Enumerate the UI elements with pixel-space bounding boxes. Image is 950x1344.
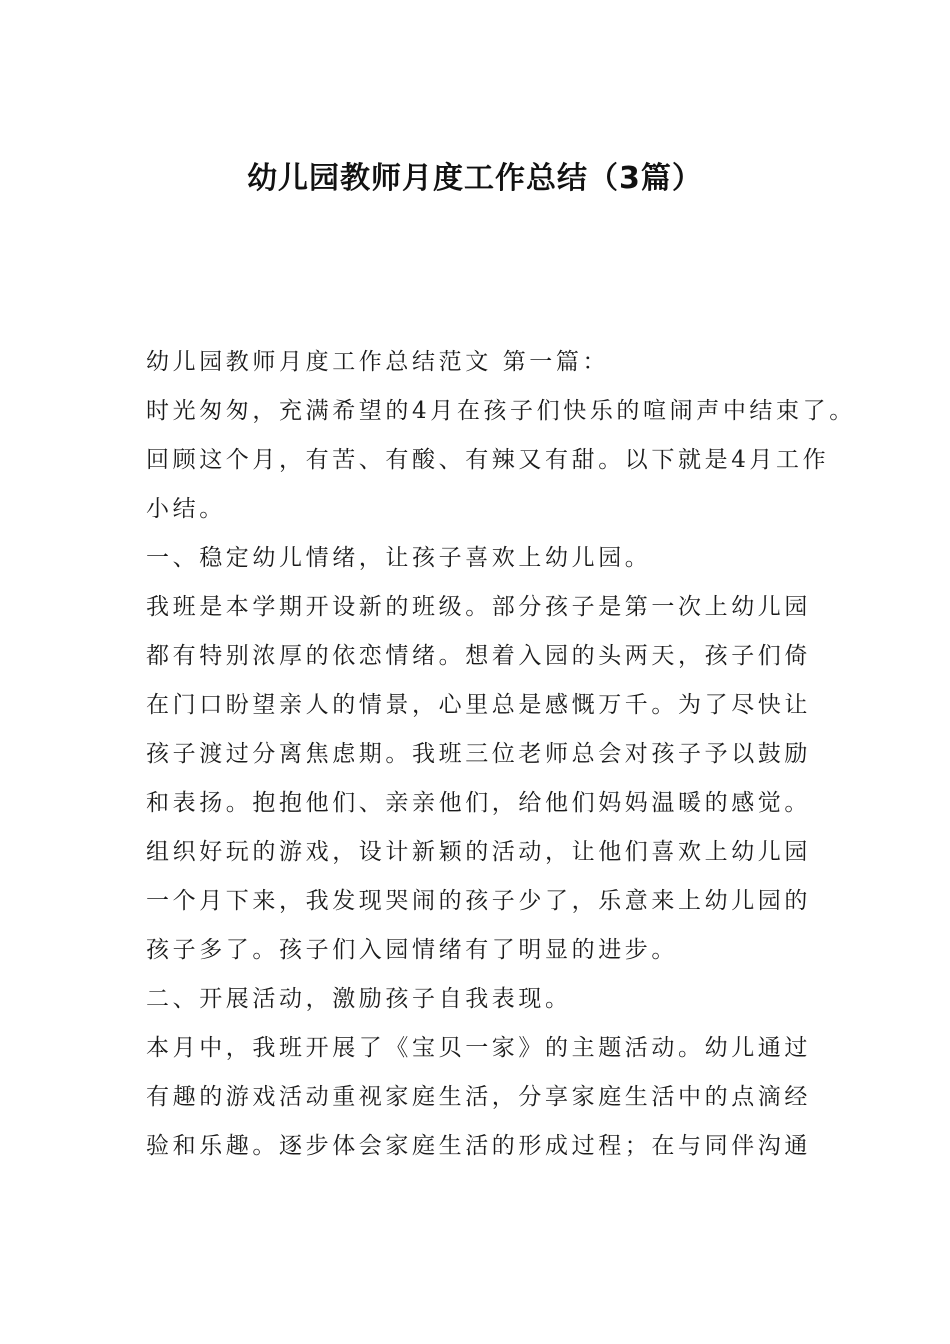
section-heading: 一、稳定幼儿情绪，让孩子喜欢上幼儿园。: [146, 545, 652, 571]
paragraph-line: 时光匆匆，充满希望的4月在孩子们快乐的喧闹声中结束了。: [146, 398, 856, 424]
paragraph-line: 孩子多了。孩子们入园情绪有了明显的进步。: [146, 937, 678, 963]
paragraph-line: 和表扬。抱抱他们、亲亲他们，给他们妈妈温暖的感觉。: [146, 790, 811, 816]
document-body: [146, 338, 856, 1171]
paragraph-line: 都有特别浓厚的依恋情绪。想着入园的头两天，孩子们倚: [146, 643, 811, 669]
paragraph-line: 我班是本学期开设新的班级。部分孩子是第一次上幼儿园: [146, 594, 811, 620]
paragraph-line: 孩子渡过分离焦虑期。我班三位老师总会对孩子予以鼓励: [146, 741, 811, 767]
paragraph-line: 组织好玩的游戏，设计新颖的活动，让他们喜欢上幼儿园: [146, 839, 811, 865]
paragraph-line: 一个月下来，我发现哭闹的孩子少了，乐意来上幼儿园的: [146, 888, 811, 914]
paragraph-line: 回顾这个月，有苦、有酸、有辣又有甜。以下就是4月工作: [146, 447, 830, 473]
paragraph-line: 幼儿园教师月度工作总结范文 第一篇：: [146, 349, 610, 375]
paragraph-line: 小结。: [146, 496, 226, 522]
paragraph-line: 在门口盼望亲人的情景，心里总是感慨万千。为了尽快让: [146, 692, 811, 718]
paragraph-line: 有趣的游戏活动重视家庭生活，分享家庭生活中的点滴经: [146, 1084, 811, 1110]
section-heading: 二、开展活动，激励孩子自我表现。: [146, 986, 572, 1012]
document-title: 幼儿园教师月度工作总结（3篇）: [247, 161, 703, 196]
paragraph-line: 本月中，我班开展了《宝贝一家》的主题活动。幼儿通过: [146, 1035, 811, 1061]
paragraph-line: 验和乐趣。逐步体会家庭生活的形成过程；在与同伴沟通: [146, 1133, 811, 1159]
